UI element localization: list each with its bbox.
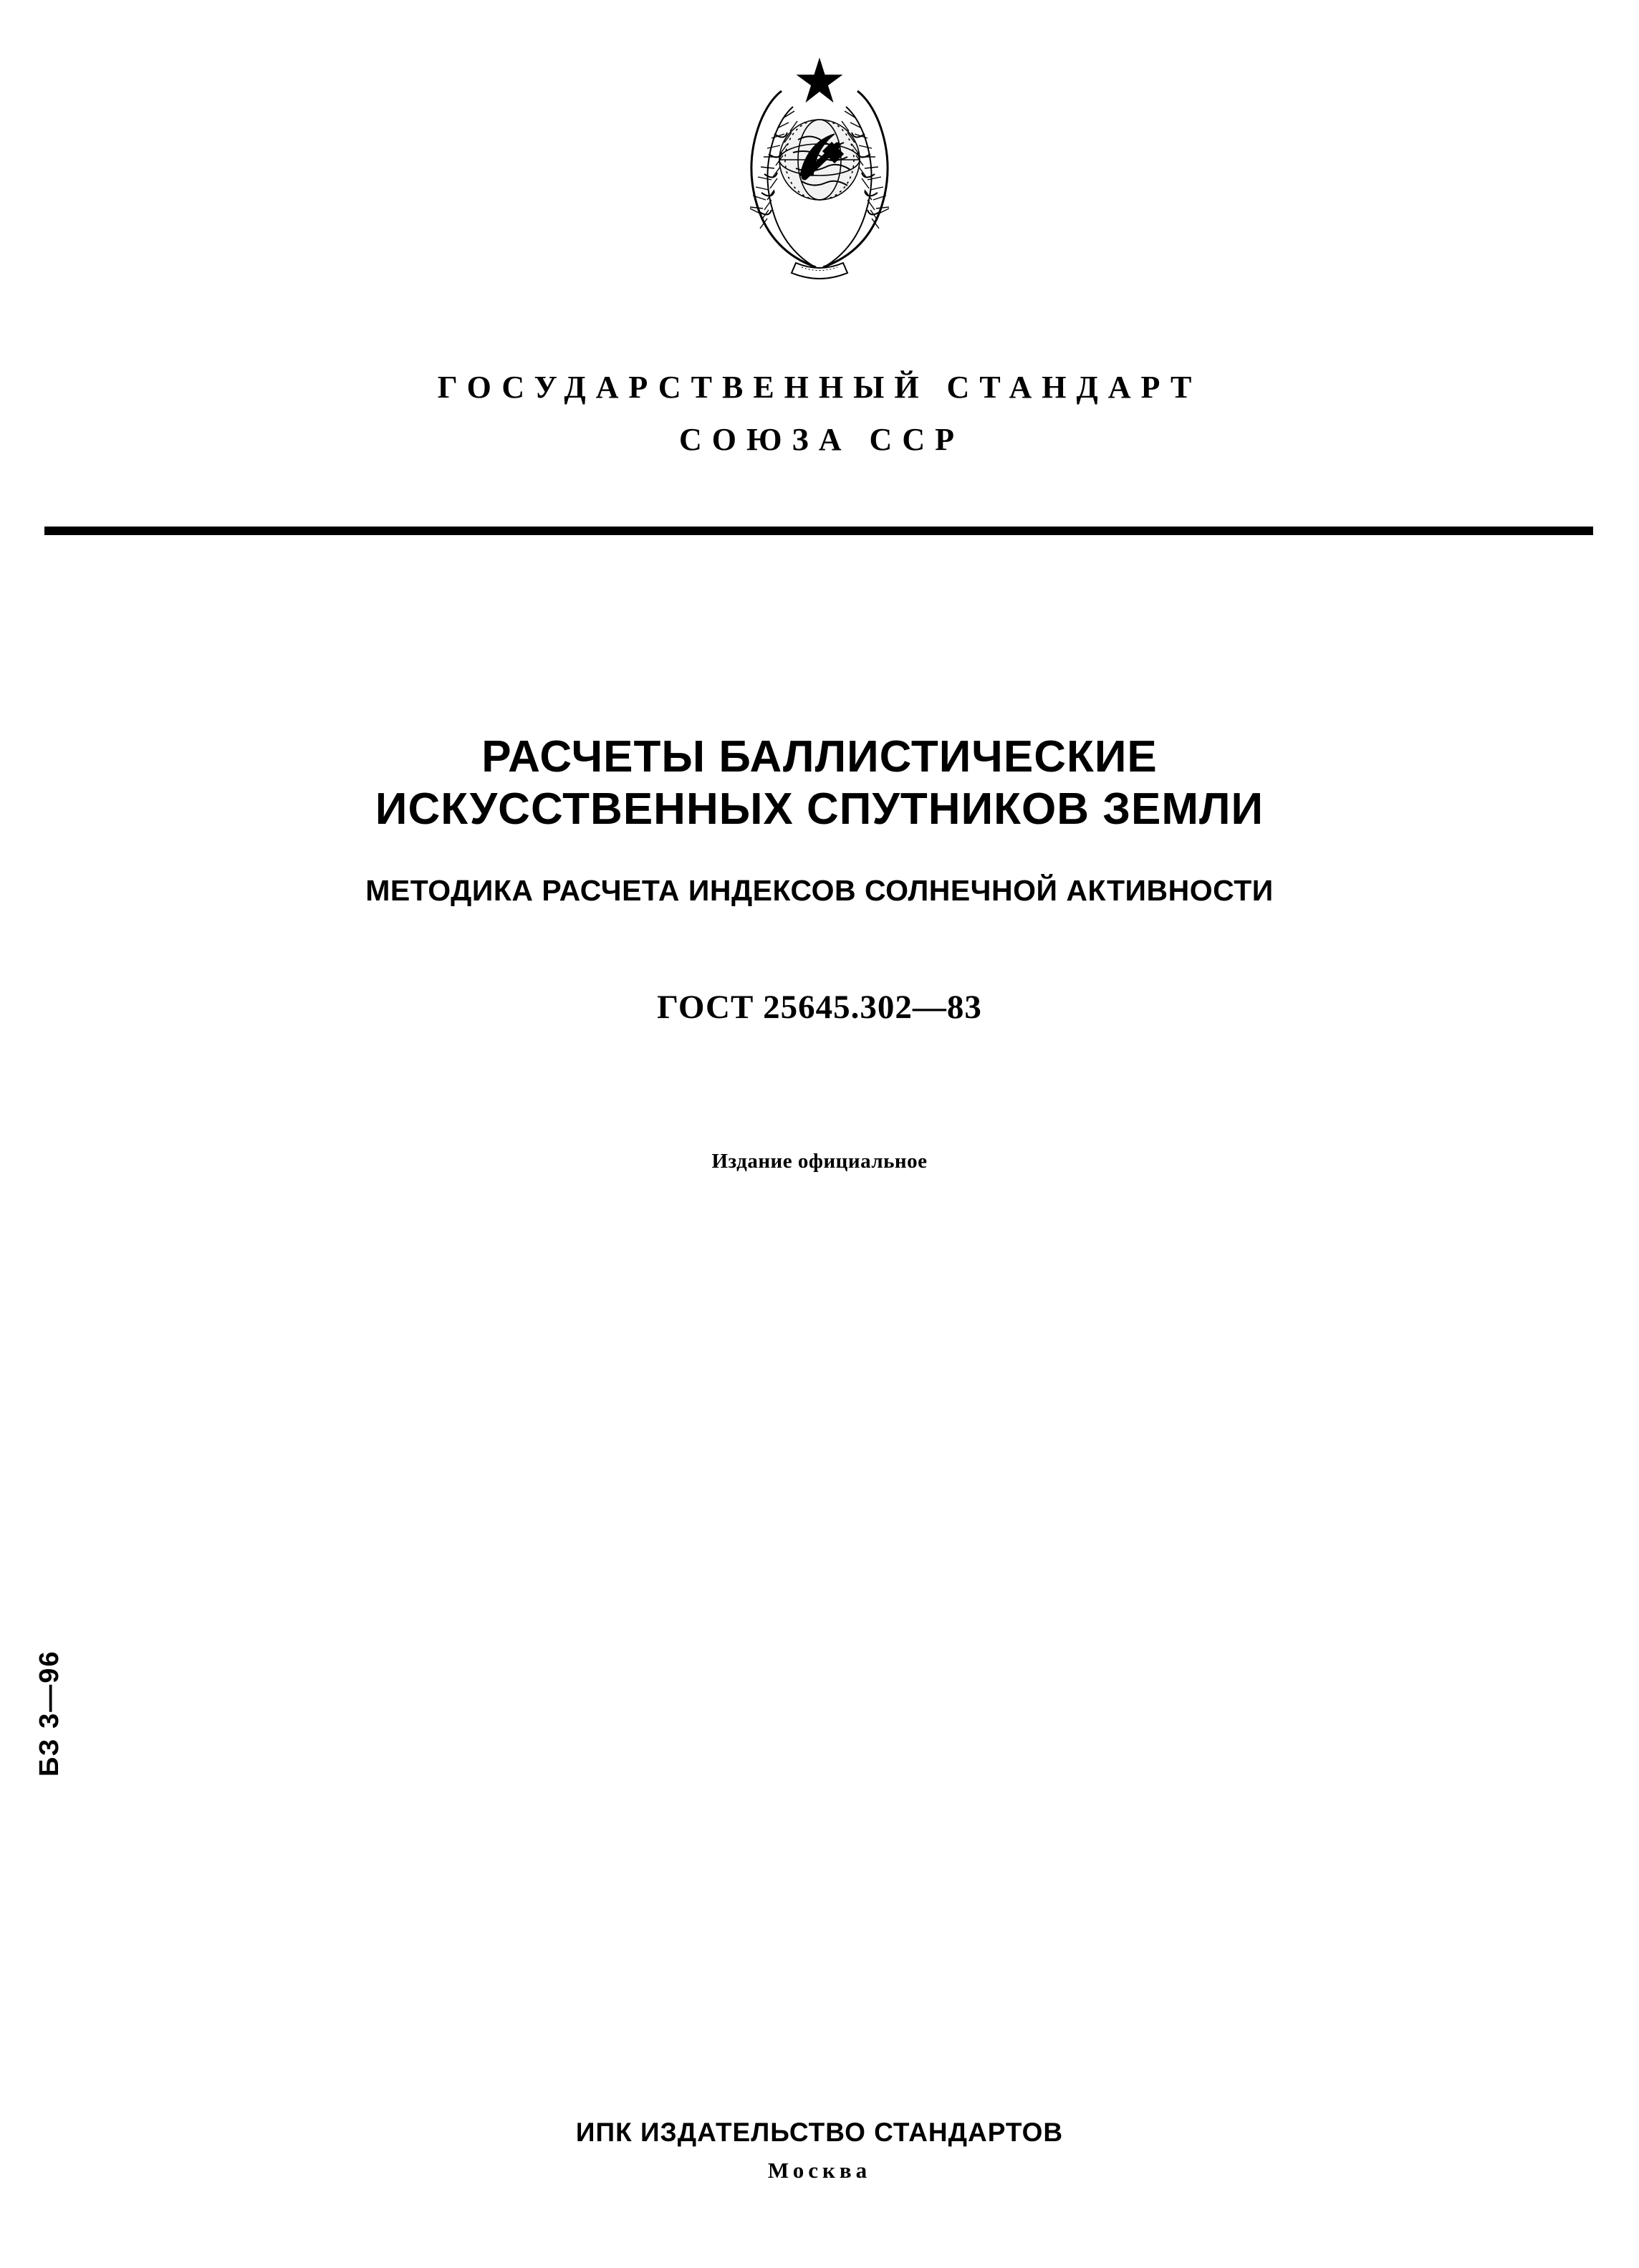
side-bz-code: БЗ 3—96 [34, 1650, 64, 1777]
publisher-name: ИПК ИЗДАТЕЛЬСТВО СТАНДАРТОВ [575, 2118, 1064, 2147]
document-title-line-1: РАСЧЕТЫ БАЛЛИСТИЧЕСКИЕ [481, 732, 1158, 782]
header-line-state-standard: ГОСУДАРСТВЕННЫЙ СТАНДАРТ [437, 370, 1202, 405]
publisher-city: Москва [767, 2158, 872, 2183]
document-header [0, 369, 1639, 458]
document-title-line-2: ИСКУССТВЕННЫХ СПУТНИКОВ ЗЕМЛИ [375, 784, 1264, 835]
official-edition-note: Издание официальное [711, 1150, 928, 1173]
document-subtitle: МЕТОДИКА РАСЧЕТА ИНДЕКСОВ СОЛНЕЧНОЙ АКТИВНОСТИ [365, 874, 1274, 908]
header-line-ussr: СОЮЗА ССР [679, 422, 964, 457]
title-block [0, 731, 1639, 1173]
soviet-state-emblem-icon [730, 39, 909, 304]
emblem-container [0, 39, 1639, 304]
header-divider [44, 527, 1593, 535]
document-footer [0, 2118, 1639, 2183]
gost-number: ГОСТ 25645.302—83 [657, 989, 982, 1027]
